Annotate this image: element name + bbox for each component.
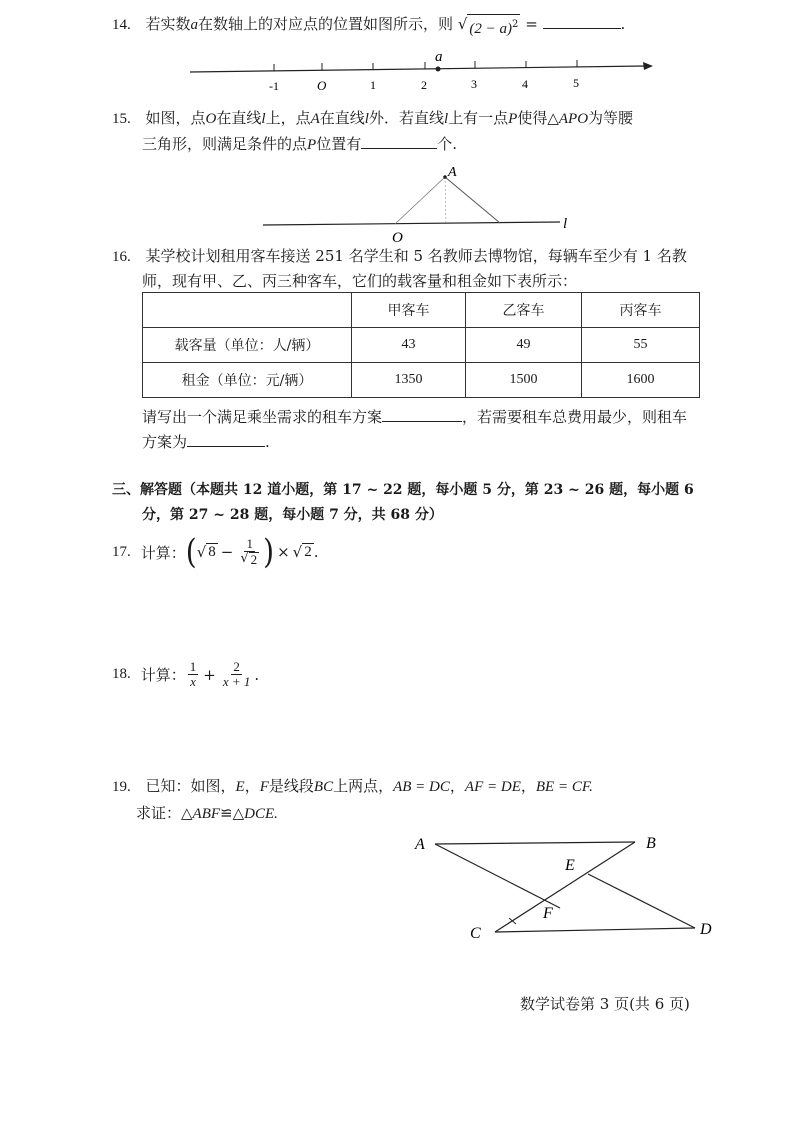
q15-seg-e: 外．若直线 bbox=[368, 109, 444, 127]
q18-frac1 bbox=[188, 660, 199, 689]
q15-var-p: P bbox=[508, 111, 518, 127]
q17-end: . bbox=[313, 543, 319, 561]
q15-number: 15. bbox=[112, 111, 131, 127]
segment-AF bbox=[435, 844, 560, 908]
q15-seg-f: 上有一点 bbox=[448, 109, 509, 127]
q14-eq: = bbox=[525, 15, 538, 33]
q14-seg-b: 在数轴上的对应点的位置如图所示，则 bbox=[198, 15, 454, 33]
q19-var-abf: ABF bbox=[192, 806, 221, 822]
q19-figure bbox=[410, 828, 720, 948]
q19-number: 19. bbox=[112, 779, 131, 795]
table-cell: 43 bbox=[351, 328, 465, 363]
q17-lparen: ( bbox=[185, 531, 197, 572]
line-l bbox=[263, 222, 560, 225]
label-F: F bbox=[543, 905, 553, 922]
q17-rad1: 8 bbox=[208, 544, 216, 560]
q14-sup: 2 bbox=[512, 19, 519, 30]
q19-eq3: BE = CF. bbox=[535, 779, 593, 795]
q16-rental-table bbox=[142, 292, 700, 398]
q19-var-dce: DCE. bbox=[244, 806, 278, 822]
label-A: A bbox=[415, 836, 425, 853]
q16-answer-blank-1[interactable] bbox=[382, 407, 462, 422]
q19-sep1: ， bbox=[449, 777, 465, 795]
q19-line1 bbox=[112, 776, 593, 797]
q18-frac2 bbox=[221, 660, 253, 689]
q17 bbox=[112, 531, 319, 572]
table-header-row bbox=[143, 293, 700, 328]
segment-AB bbox=[435, 842, 635, 844]
table-header-empty bbox=[143, 293, 352, 328]
q15-seg-2b: 位置有 bbox=[316, 135, 362, 153]
q17-minus: − bbox=[220, 543, 234, 561]
q19-seg-a: 已知：如图， bbox=[145, 777, 236, 795]
label-C: C bbox=[470, 925, 481, 942]
q16-line1 bbox=[112, 246, 687, 267]
tick-label-1: 1 bbox=[370, 78, 376, 92]
table-row bbox=[143, 328, 700, 363]
q17-times: × bbox=[277, 543, 290, 561]
q16-number: 16. bbox=[112, 249, 131, 265]
q17-frac-den-rad: 2 bbox=[250, 552, 258, 567]
axis-line bbox=[190, 66, 647, 72]
q19-seg-2a: 求证：△ bbox=[136, 804, 193, 822]
q17-label: 计算： bbox=[140, 543, 186, 562]
table-header-bus-b: 乙客车 bbox=[465, 293, 581, 328]
tick-label-neg1: -1 bbox=[269, 79, 279, 93]
q16-after1-a: 请写出一个满足乘坐需求的租车方案 bbox=[142, 408, 383, 426]
q15-line1 bbox=[112, 108, 633, 129]
q18-number: 18. bbox=[112, 666, 131, 682]
q14-expr: (2 − a) bbox=[469, 21, 513, 37]
q15-var-l1: l bbox=[261, 111, 266, 127]
q19-line2 bbox=[136, 803, 278, 824]
label-l: l bbox=[563, 216, 568, 232]
q16-after1 bbox=[142, 407, 687, 427]
q18-frac2-den: x + 1 bbox=[222, 674, 251, 689]
q19-eq1: AB = DC bbox=[393, 779, 450, 795]
q19-var-bc: BC bbox=[313, 779, 334, 795]
table-cell: 租金（单位：元/辆） bbox=[143, 363, 352, 398]
label-A: A bbox=[448, 165, 457, 180]
q14-var-a: a bbox=[190, 17, 199, 33]
q17-frac-num: 1 bbox=[246, 536, 253, 551]
point-a bbox=[436, 67, 441, 72]
segment-ao bbox=[395, 177, 445, 224]
q15-seg-g: 使得△ bbox=[517, 109, 559, 127]
table-row bbox=[143, 363, 700, 398]
tick-label-4: 4 bbox=[522, 77, 528, 91]
q17-rparen: ) bbox=[263, 531, 275, 572]
q19-seg-c: 上两点， bbox=[333, 777, 394, 795]
segment-perp bbox=[445, 177, 446, 224]
q16-after2-b: . bbox=[265, 433, 270, 451]
tick-label-3: 3 bbox=[471, 77, 477, 91]
tick-label-0: O bbox=[317, 78, 327, 93]
q14-period: . bbox=[620, 15, 626, 33]
page-footer: 数学试卷第 3 页(共 6 页) bbox=[520, 995, 690, 1013]
section3-heading-line1: 三、解答题（本题共 12 道小题，第 17 ~ 22 题，每小题 5 分，第 23 ~ 26 题，每小题 6 bbox=[112, 482, 694, 498]
q19-comma: ， bbox=[244, 777, 260, 795]
q15-var-a: A bbox=[310, 111, 320, 127]
q18-plus: + bbox=[203, 665, 216, 684]
q18-label: 计算： bbox=[140, 666, 186, 684]
q15-answer-blank[interactable] bbox=[361, 134, 437, 149]
axis-arrow bbox=[643, 62, 653, 70]
q15-line2 bbox=[142, 134, 457, 155]
q15-seg-d: 在直线 bbox=[319, 109, 365, 127]
q15-var-o: O bbox=[205, 111, 217, 127]
q15-seg-a: 如图，点 bbox=[145, 109, 206, 127]
label-B: B bbox=[646, 835, 656, 852]
q14-number-line bbox=[185, 50, 660, 95]
q16-after2-a: 方案为 bbox=[142, 433, 188, 451]
tick-label-2: 2 bbox=[421, 78, 427, 92]
q19-cong: ≌△ bbox=[220, 804, 245, 822]
q18-end: . bbox=[254, 665, 260, 684]
q15-var-l2: l bbox=[364, 111, 369, 127]
q15-seg-b: 在直线 bbox=[216, 109, 262, 127]
q19-var-f: F bbox=[259, 779, 269, 795]
table-cell: 55 bbox=[581, 328, 699, 363]
point-A bbox=[443, 175, 447, 179]
q17-rad2: 2 bbox=[304, 544, 312, 560]
section3-heading-line2: 分，第 27 ~ 28 题，每小题 7 分，共 68 分） bbox=[142, 507, 443, 523]
q19-eq2: AF = DE bbox=[464, 779, 521, 795]
q15-var-apo: APO bbox=[558, 111, 589, 127]
q16-after1-b: ，若需要租车总费用最少，则租车 bbox=[462, 408, 688, 426]
q15-seg-2a: 三角形，则满足条件的点 bbox=[142, 135, 308, 153]
table-cell: 1600 bbox=[581, 363, 699, 398]
table-header-bus-c: 丙客车 bbox=[581, 293, 699, 328]
table-header-bus-a: 甲客车 bbox=[351, 293, 465, 328]
q15-seg-2c: 个. bbox=[437, 135, 457, 153]
q14-answer-blank[interactable] bbox=[543, 14, 621, 29]
tick-label-5: 5 bbox=[573, 76, 579, 90]
label-E: E bbox=[565, 857, 575, 874]
q14-text bbox=[112, 14, 625, 39]
label-O: O bbox=[392, 230, 403, 244]
q16-after2 bbox=[142, 432, 270, 452]
q16-answer-blank-2[interactable] bbox=[187, 432, 265, 447]
q19-var-e: E bbox=[235, 779, 245, 795]
q17-number: 17. bbox=[112, 543, 131, 560]
segment-CD bbox=[495, 928, 695, 932]
q15-var-l3: l bbox=[443, 111, 449, 127]
table-cell: 载客量（单位：人/辆） bbox=[143, 328, 352, 363]
q15-figure bbox=[255, 162, 585, 244]
q15-var-p2: P bbox=[307, 137, 317, 153]
q18 bbox=[112, 660, 259, 689]
q15-seg-h: 为等腰 bbox=[588, 109, 634, 127]
q17-sqrt8: √ 8 bbox=[196, 543, 216, 561]
q19-seg-b: 是线段 bbox=[268, 777, 314, 795]
q17-fraction bbox=[238, 537, 261, 567]
label-D: D bbox=[700, 921, 712, 938]
table-cell: 1350 bbox=[351, 363, 465, 398]
q16-line2: 师，现有甲、乙、丙三种客车，它们的载客量和租金如下表所示： bbox=[142, 272, 578, 290]
table-cell: 1500 bbox=[465, 363, 581, 398]
segment-ap bbox=[445, 177, 500, 223]
q14-seg-a: 若实数 bbox=[145, 15, 191, 33]
q17-frac-den: √ 2 bbox=[240, 551, 258, 567]
q18-frac1-den: x bbox=[190, 674, 196, 689]
q18-frac2-num: 2 bbox=[233, 659, 240, 674]
q14-number: 14. bbox=[112, 17, 131, 33]
segment-DE bbox=[588, 874, 695, 928]
q15-seg-c: 上，点 bbox=[265, 109, 311, 127]
q17-sqrt2: √ 2 bbox=[292, 543, 312, 561]
q19-sep2: ， bbox=[520, 777, 536, 795]
q16-text1: 某学校计划租用客车接送 251 名学生和 5 名教师去博物馆，每辆车至少有 1 名教 bbox=[145, 247, 687, 265]
point-a-label: a bbox=[435, 50, 443, 65]
table-cell: 49 bbox=[465, 328, 581, 363]
q18-frac1-num: 1 bbox=[189, 659, 197, 674]
q14-sqrt: √ $(2 - a)^2$ bbox=[457, 15, 519, 37]
